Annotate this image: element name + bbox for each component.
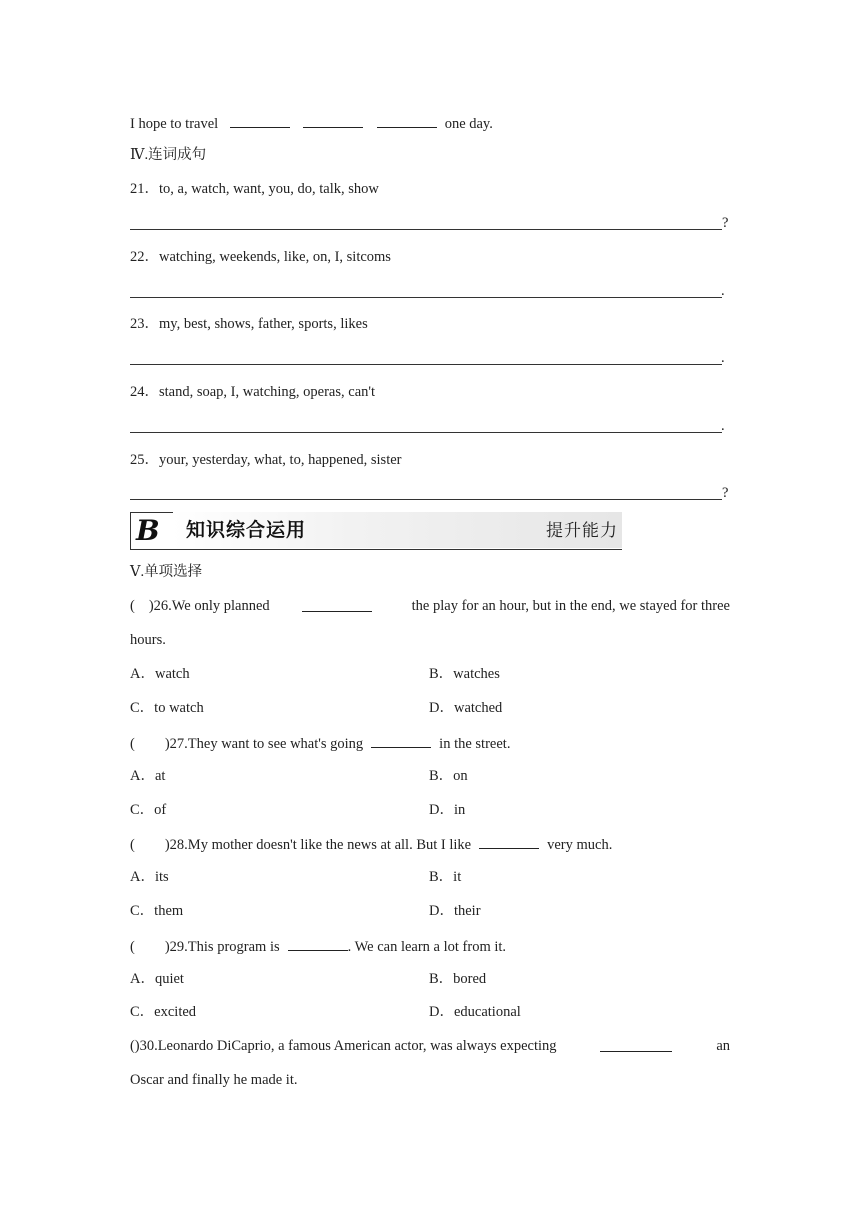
answer-paren: ( bbox=[130, 736, 135, 752]
section-heading-iv: Ⅳ.连词成句 bbox=[130, 147, 207, 163]
question-25 bbox=[130, 451, 402, 469]
question-number: 21． bbox=[130, 181, 159, 197]
stem-rest: in the street. bbox=[439, 736, 511, 752]
answer-line-23[interactable] bbox=[130, 364, 722, 365]
question-29-stem bbox=[130, 936, 506, 956]
banner-title: 知识综合运用 bbox=[186, 519, 307, 541]
option-a[interactable]: A．watch bbox=[130, 666, 190, 682]
option-c[interactable]: C．them bbox=[130, 903, 184, 919]
banner-letter-box bbox=[130, 512, 173, 550]
end-punctuation: . bbox=[721, 418, 725, 434]
option-d[interactable]: D．educational bbox=[429, 1004, 521, 1020]
sentence-start: I hope to travel bbox=[130, 116, 219, 132]
option-a[interactable]: A．quiet bbox=[130, 971, 184, 987]
question-24 bbox=[130, 383, 375, 401]
stem-start: )29.This program is bbox=[164, 939, 280, 955]
answer-line-25[interactable] bbox=[130, 499, 722, 500]
question-30-stem-cont: Oscar and finally he made it. bbox=[130, 1072, 298, 1088]
answer-paren: ( bbox=[130, 837, 135, 853]
question-22 bbox=[130, 248, 391, 266]
stem-start: )27.They want to see what's going bbox=[164, 736, 364, 752]
banner-letter: B bbox=[136, 514, 160, 547]
question-words: my, best, shows, father, sports, likes bbox=[159, 316, 368, 332]
fill-in-sentence bbox=[130, 113, 493, 133]
stem-start: )26.We only planned bbox=[148, 598, 270, 614]
end-punctuation: . bbox=[721, 283, 725, 299]
question-27-stem bbox=[130, 733, 510, 753]
stem-rest: an bbox=[716, 1038, 730, 1054]
question-words: stand, soap, I, watching, operas, can't bbox=[159, 384, 376, 400]
stem-rest: . We can learn a lot from it. bbox=[347, 939, 507, 955]
stem-rest: very much. bbox=[547, 837, 613, 853]
option-d[interactable]: D．in bbox=[429, 802, 466, 818]
sentence-end: one day. bbox=[444, 116, 493, 132]
end-punctuation: ? bbox=[722, 485, 729, 501]
banner-rule bbox=[130, 549, 622, 550]
stem-rest: the play for an hour, but in the end, we stayed for three bbox=[411, 598, 730, 614]
end-punctuation: ? bbox=[722, 215, 729, 231]
option-b[interactable]: B．watches bbox=[429, 666, 500, 682]
banner-subtitle: 提升能力 bbox=[546, 521, 618, 541]
question-28-stem bbox=[130, 834, 612, 854]
option-c[interactable]: C．to watch bbox=[130, 700, 204, 716]
answer-line-22[interactable] bbox=[130, 297, 722, 298]
answer-blank[interactable] bbox=[479, 834, 539, 849]
question-30-stem bbox=[130, 1037, 730, 1055]
question-words: watching, weekends, like, on, I, sitcoms bbox=[159, 249, 391, 265]
stem-start: )28.My mother doesn't like the news at all. But I like bbox=[164, 837, 472, 853]
option-b[interactable]: B．bored bbox=[429, 971, 487, 987]
question-26-stem-cont: hours. bbox=[130, 632, 166, 648]
answer-paren: ( bbox=[130, 939, 135, 955]
answer-line-24[interactable] bbox=[130, 432, 722, 433]
option-c[interactable]: C．of bbox=[130, 802, 167, 818]
question-number: 25． bbox=[130, 452, 159, 468]
question-26-stem bbox=[130, 597, 730, 615]
question-words: your, yesterday, what, to, happened, sister bbox=[159, 452, 402, 468]
answer-blank-1[interactable] bbox=[230, 113, 290, 128]
section-heading-v: Ⅴ.单项选择 bbox=[130, 564, 203, 580]
answer-blank[interactable] bbox=[288, 936, 348, 951]
option-b[interactable]: B．it bbox=[429, 869, 462, 885]
answer-blank[interactable] bbox=[302, 597, 372, 612]
answer-blank[interactable] bbox=[600, 1037, 672, 1052]
answer-blank[interactable] bbox=[371, 733, 431, 748]
option-d[interactable]: D．their bbox=[429, 903, 481, 919]
answer-blank-2[interactable] bbox=[303, 113, 363, 128]
option-d[interactable]: D．watched bbox=[429, 700, 503, 716]
section-banner bbox=[130, 512, 622, 550]
stem-start: )30.Leonardo DiCaprio, a famous American actor, was always expecting bbox=[134, 1038, 557, 1054]
question-23 bbox=[130, 315, 368, 333]
answer-blank-3[interactable] bbox=[377, 113, 437, 128]
option-b[interactable]: B．on bbox=[429, 768, 468, 784]
answer-paren: ( bbox=[130, 598, 135, 614]
question-words: to, a, watch, want, you, do, talk, show bbox=[159, 181, 379, 197]
answer-paren: ( bbox=[130, 1038, 135, 1054]
option-c[interactable]: C．excited bbox=[130, 1004, 197, 1020]
question-number: 22． bbox=[130, 249, 159, 265]
question-21 bbox=[130, 180, 379, 198]
question-number: 24． bbox=[130, 384, 159, 400]
end-punctuation: . bbox=[721, 350, 725, 366]
option-a[interactable]: A．its bbox=[130, 869, 169, 885]
question-number: 23． bbox=[130, 316, 159, 332]
option-a[interactable]: A．at bbox=[130, 768, 166, 784]
answer-line-21[interactable] bbox=[130, 229, 722, 230]
